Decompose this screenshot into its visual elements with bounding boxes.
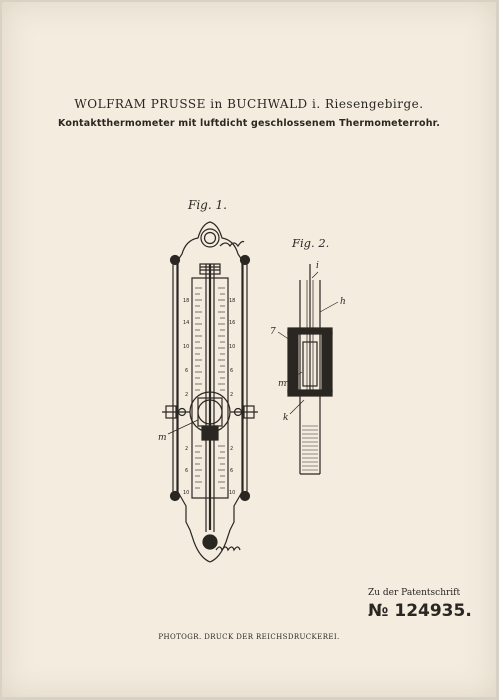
printer-footer: PHOTOGR. DRUCK DER REICHSDRUCKEREI. — [158, 633, 340, 641]
scale-label-left: 2 — [185, 392, 189, 398]
reference-letter-m2: m — [278, 379, 287, 389]
patent-reference-text: Zu der Patentschrift — [368, 588, 461, 598]
scale-label-right: 2 — [230, 392, 234, 398]
reference-letter-m: m — [158, 433, 167, 443]
patent-number: № 124935. — [368, 601, 472, 621]
scale-label-left: 14 — [183, 320, 190, 326]
scale-label-left: 10 — [183, 344, 190, 350]
scale-label-right: 6 — [230, 468, 234, 474]
figure-2-label: Fig. 2. — [292, 236, 330, 250]
scale-label-right: 6 — [230, 368, 234, 374]
reference-letter-i: i — [316, 261, 319, 271]
scale-label-left: 10 — [183, 490, 190, 496]
scale-label-left: 18 — [183, 298, 190, 304]
reference-letter-k: k — [283, 413, 289, 423]
scale-label-right: 18 — [229, 298, 236, 304]
figure-1-label: Fig. 1. — [188, 198, 227, 212]
scale-label-right: 16 — [229, 320, 236, 326]
reference-number-7: 7 — [270, 327, 276, 337]
scale-label-right: 10 — [229, 490, 236, 496]
scale-label-right: 2 — [230, 446, 234, 452]
scale-label-right: 10 — [229, 344, 236, 350]
scale-label-left: 6 — [185, 468, 189, 474]
patent-sheet — [2, 2, 496, 697]
patent-title: Kontaktthermometer mit luftdicht geschlossenem Thermometerrohr. — [57, 118, 441, 129]
scale-label-left: 2 — [185, 446, 189, 452]
scale-label-left: 6 — [185, 368, 189, 374]
figure-1-drawing — [162, 222, 258, 562]
figure-2-drawing — [278, 264, 338, 474]
reference-letter-h: h — [340, 297, 346, 307]
inventor-header: WOLFRAM PRUSSE in BUCHWALD i. Riesengebirge. — [74, 97, 424, 111]
